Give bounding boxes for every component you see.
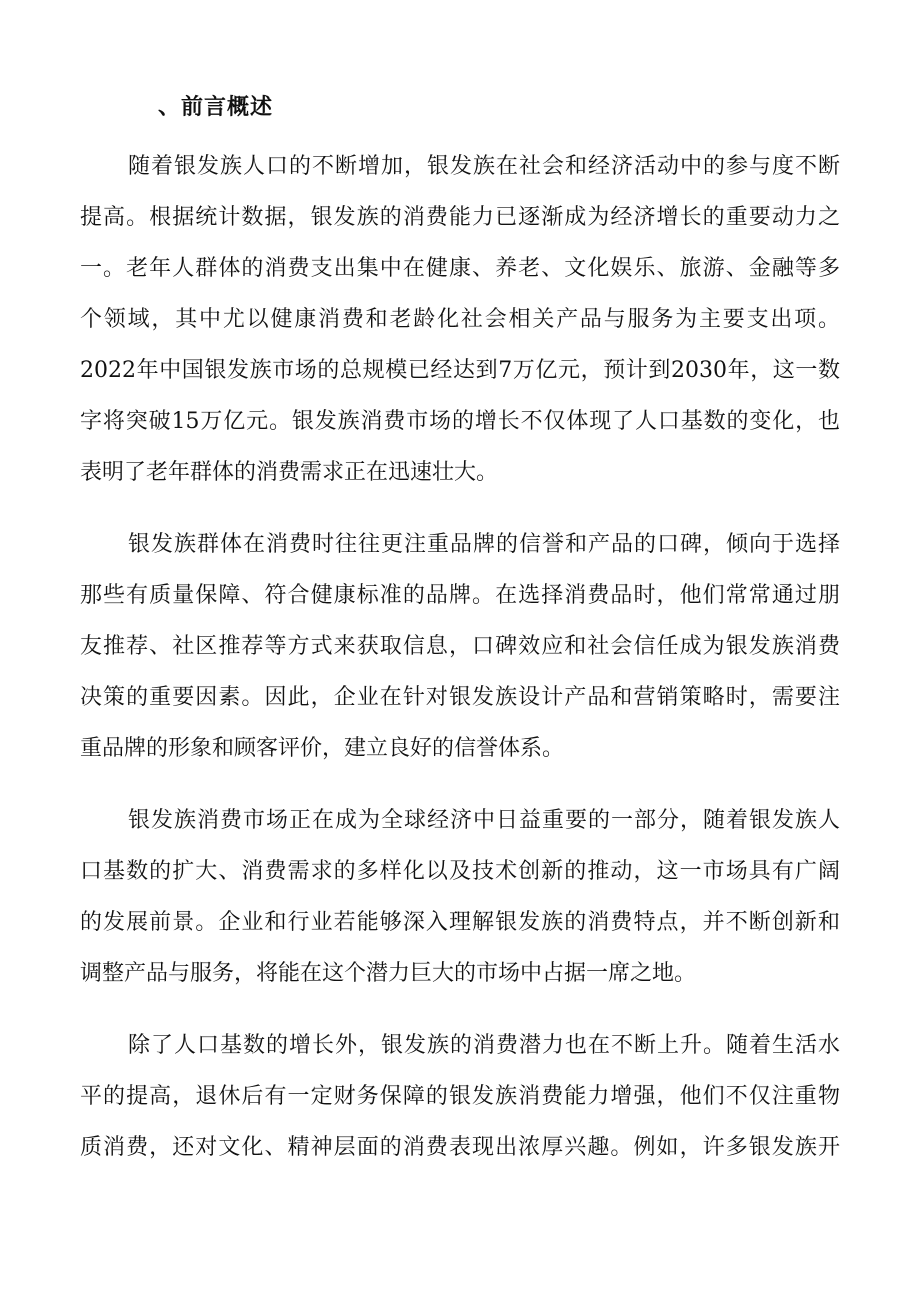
paragraph-3-line-1: 银发族消费市场正在成为全球经济中日益重要的一部分，随着银发族人 [128, 808, 840, 833]
paragraph-1-line-1: 随着银发族人口的不断增加，银发族在社会和经济活动中的参与度不断 [128, 154, 840, 179]
paragraph-1-line-2: 提高。根据统计数据，银发族的消费能力已逐渐成为经济增长的重要动力之 [80, 205, 840, 230]
paragraph-1-line-4: 个领域，其中尤以健康消费和老龄化社会相关产品与服务为主要支出项。 [80, 307, 840, 332]
paragraph-3-line-3: 的发展前景。企业和行业若能够深入理解银发族的消费特点，并不断创新和 [80, 910, 840, 935]
paragraph-2-line-1: 银发族群体在消费时往往更注重品牌的信誉和产品的口碑，倾向于选择 [128, 532, 840, 557]
paragraph-3-line-2: 口基数的扩大、消费需求的多样化以及技术创新的推动，这一市场具有广阔 [80, 859, 840, 884]
paragraph-2-line-2: 那些有质量保障、符合健康标准的品牌。在选择消费品时，他们常常通过朋 [80, 583, 840, 608]
section-heading: 、前言概述 [158, 94, 274, 120]
paragraph-1-line-7: 表明了老年群体的消费需求正在迅速壮大。 [80, 460, 499, 485]
paragraph-3-line-4: 调整产品与服务，将能在这个潜力巨大的市场中占据一席之地。 [80, 961, 697, 986]
paragraph-1-line-3: 一。老年人群体的消费支出集中在健康、养老、文化娱乐、旅游、金融等多 [80, 256, 840, 281]
paragraph-1-line-6: 字将突破15万亿元。银发族消费市场的增长不仅体现了人口基数的变化，也 [80, 409, 840, 434]
paragraph-4-line-1: 除了人口基数的增长外，银发族的消费潜力也在不断上升。随着生活水 [128, 1033, 840, 1058]
paragraph-1-line-5: 2022年中国银发族市场的总规模已经达到7万亿元，预计到2030年，这一数 [80, 358, 840, 383]
paragraph-4-line-2: 平的提高，退休后有一定财务保障的银发族消费能力增强，他们不仅注重物 [80, 1084, 840, 1109]
paragraph-2-line-4: 决策的重要因素。因此，企业在针对银发族设计产品和营销策略时，需要注 [80, 685, 840, 710]
paragraph-2-line-3: 友推荐、社区推荐等方式来获取信息，口碑效应和社会信任成为银发族消费 [80, 634, 840, 659]
paragraph-4-line-3: 质消费，还对文化、精神层面的消费表现出浓厚兴趣。例如，许多银发族开 [80, 1135, 840, 1160]
paragraph-2-line-5: 重品牌的形象和顾客评价，建立良好的信誉体系。 [80, 736, 565, 761]
